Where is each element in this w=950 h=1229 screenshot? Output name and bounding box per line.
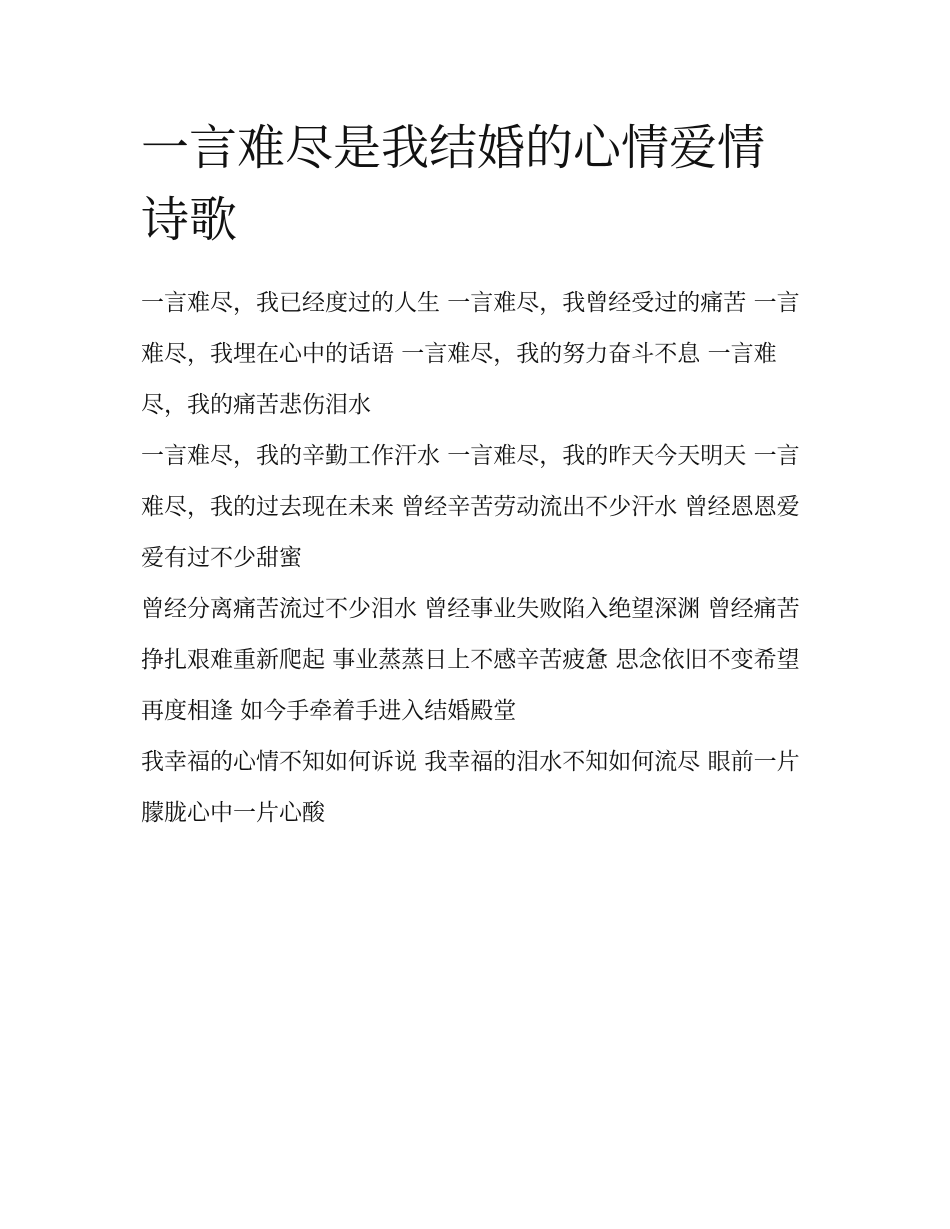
- page-title: 一言难尽是我结婚的心情爱情诗歌: [141, 120, 766, 248]
- poem-paragraph-4: 我幸福的心情不知如何诉说 我幸福的泪水不知如何流尽 眼前一片朦胧心中一片心酸: [141, 749, 800, 826]
- poem-paragraph-3: 曾经分离痛苦流过不少泪水 曾经事业失败陷入绝望深渊 曾经痛苦挣扎艰难重新爬起 事业蒸蒸日上不感辛苦疲惫 思念依旧不变希望再度相逢 如今手牵着手进入结婚殿堂: [141, 596, 800, 724]
- poem-paragraph-1: 一言难尽，我已经度过的人生 一言难尽，我曾经受过的痛苦 一言难尽，我埋在心中的话语 一言难尽，我的努力奋斗不息 一言难尽，我的痛苦悲伤泪水: [141, 290, 800, 418]
- poem-body: [141, 278, 809, 839]
- document-content: [141, 112, 809, 839]
- poem-paragraph-2: 一言难尽，我的辛勤工作汗水 一言难尽，我的昨天今天明天 一言难尽，我的过去现在未来 曾经辛苦劳动流出不少汗水 曾经恩恩爱爱有过不少甜蜜: [141, 443, 800, 571]
